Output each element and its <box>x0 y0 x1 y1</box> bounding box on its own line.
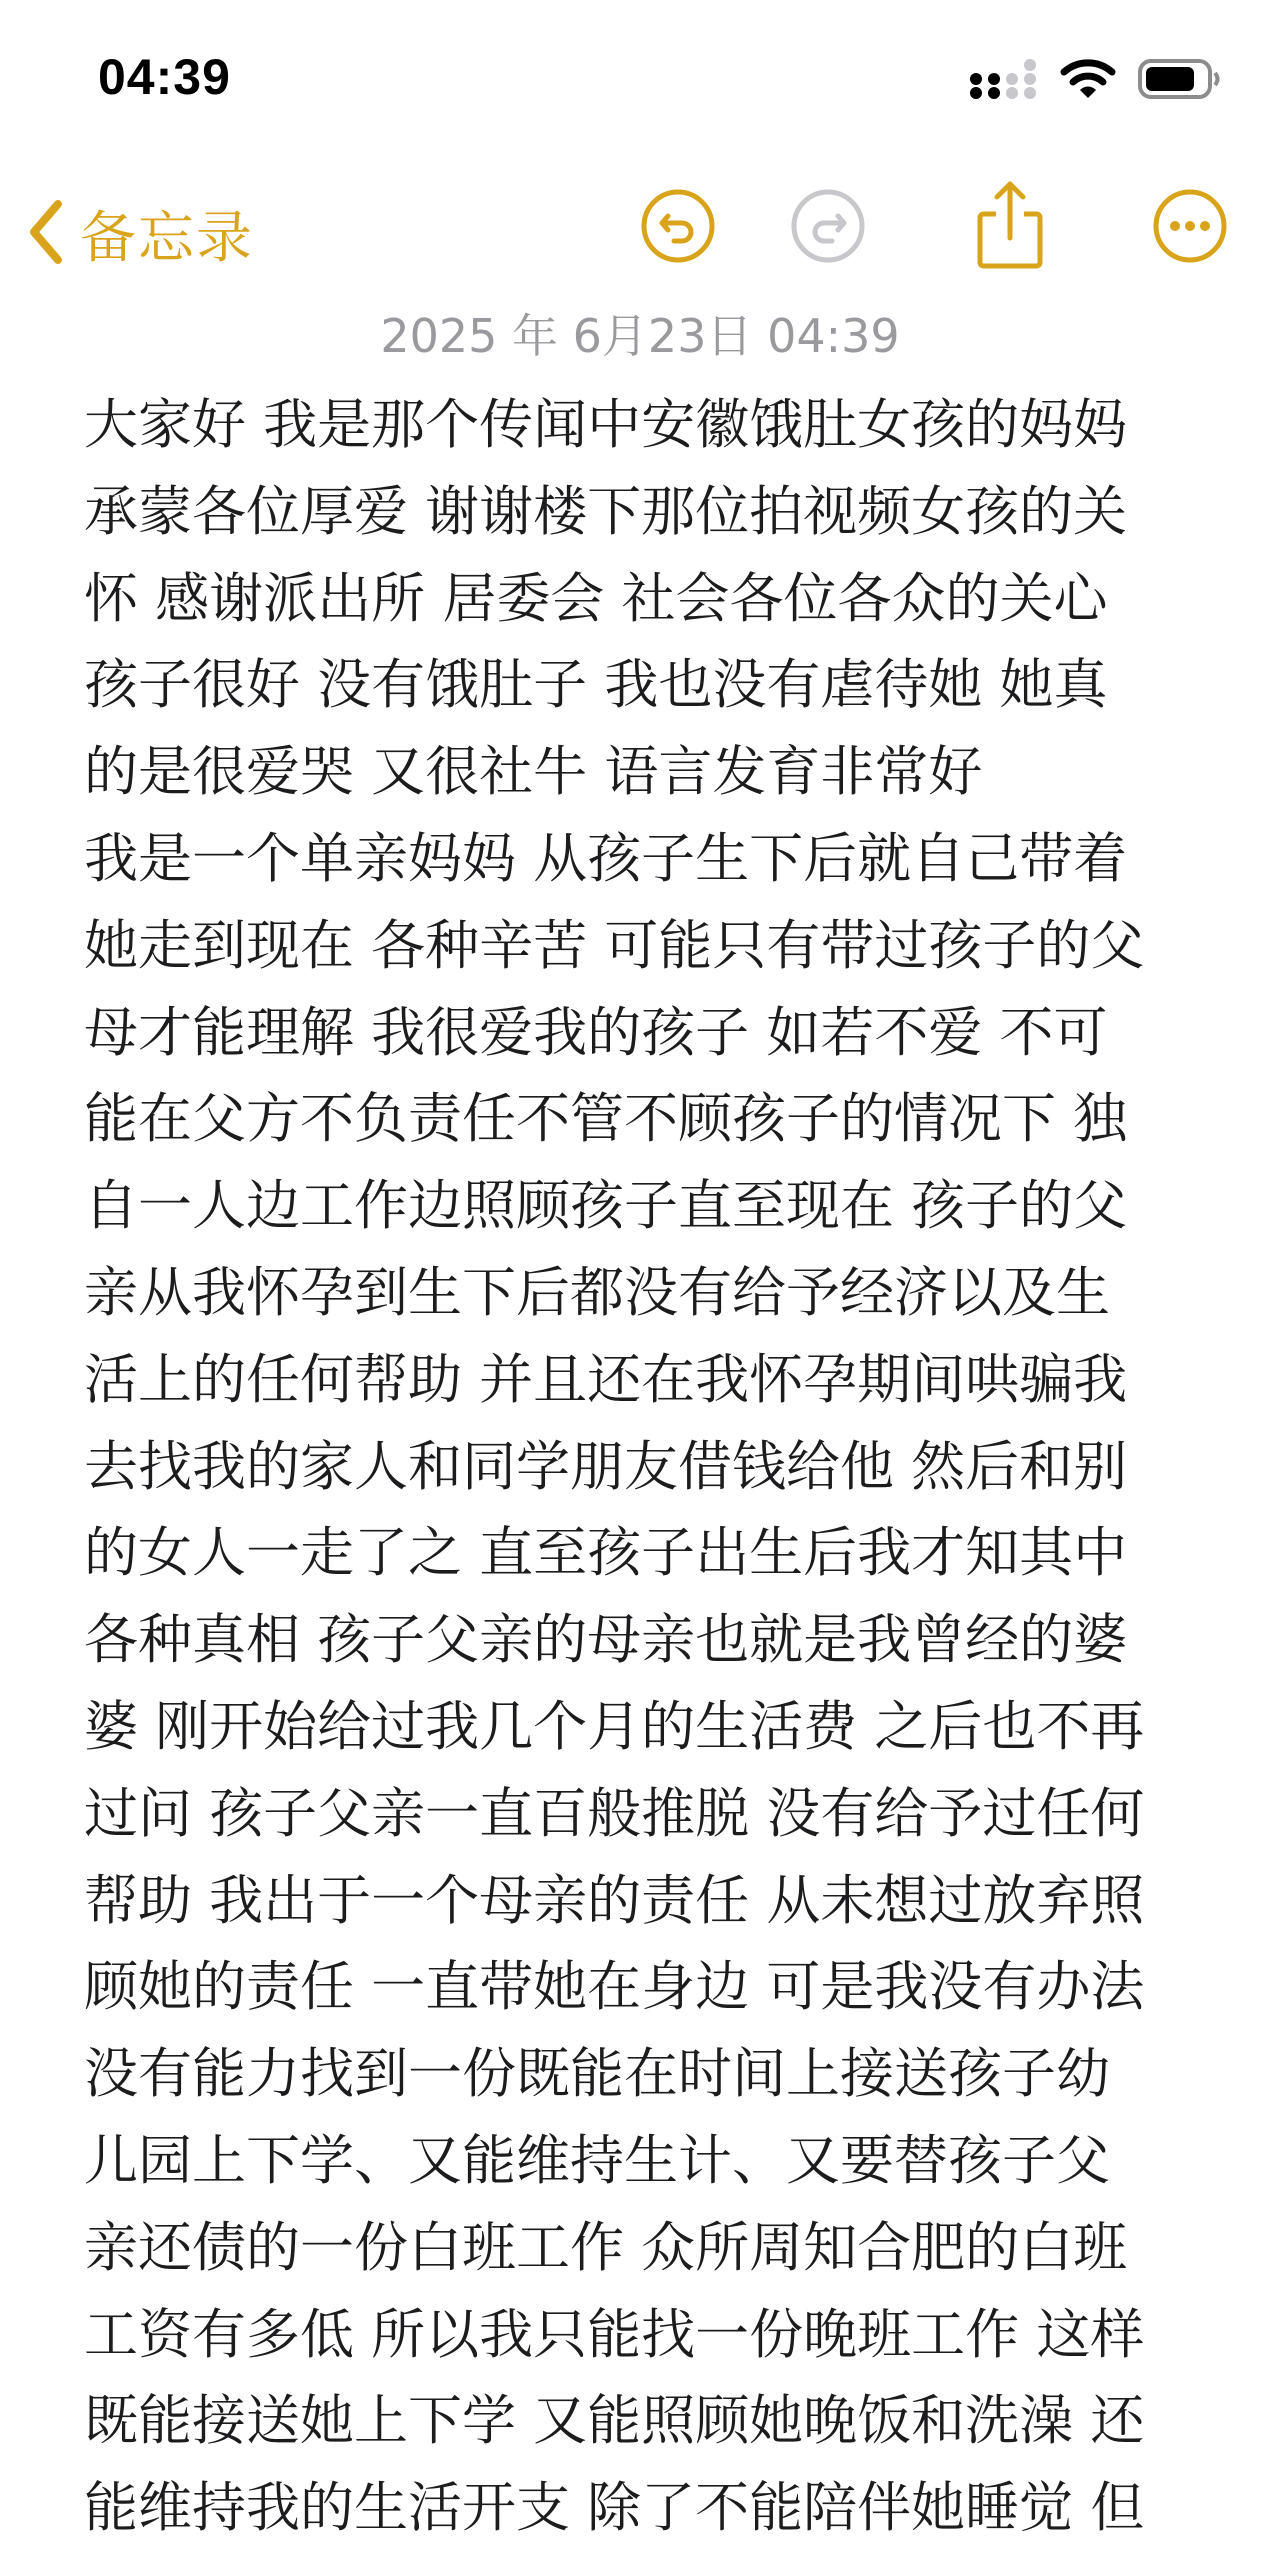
status-icons <box>968 58 1222 104</box>
chevron-left-icon <box>26 198 66 270</box>
note-line: 承蒙各位厚爱 谢谢楼下那位拍视频女孩的关 <box>84 479 1128 543</box>
note-line: 能在父方不负责任不管不顾孩子的情况下 独 <box>84 1087 1128 1151</box>
battery-icon <box>1138 58 1222 104</box>
note-line: 她走到现在 各种辛苦 可能只有带过孩子的父 <box>84 913 1145 977</box>
note-line: 母才能理解 我很爱我的孩子 如若不爱 不可 <box>84 1000 1108 1064</box>
note-line: 的是很爱哭 又很社牛 语言发育非常好 <box>84 740 983 804</box>
note-line: 过问 孩子父亲一直百般推脱 没有给予过任何 <box>84 1781 1145 1845</box>
note-line: 亲还债的一份白班工作 众所周知合肥的白班 <box>84 2215 1128 2279</box>
status-bar <box>0 0 1280 160</box>
undo-icon <box>638 251 718 270</box>
redo-icon <box>788 251 868 270</box>
status-time: 04:39 <box>98 49 231 105</box>
share-icon <box>970 257 1050 276</box>
note-body[interactable] <box>84 382 1224 2552</box>
wifi-icon <box>1060 58 1116 104</box>
note-line: 婆 刚开始给过我几个月的生活费 之后也不再 <box>84 1694 1145 1758</box>
note-line: 自一人边工作边照顾孩子直至现在 孩子的父 <box>84 1174 1128 1238</box>
redo-button[interactable] <box>788 186 868 266</box>
more-button[interactable] <box>1150 186 1230 266</box>
note-line: 大家好 我是那个传闻中安徽饿肚女孩的妈妈 <box>84 393 1128 456</box>
note-line: 既能接送她上下学 又能照顾她晚饭和洗澡 还 <box>84 2389 1145 2453</box>
note-line: 儿园上下学、又能维持生计、又要替孩子父 <box>84 2128 1110 2192</box>
note-line: 去找我的家人和同学朋友借钱给他 然后和别 <box>84 1434 1128 1498</box>
more-icon <box>1150 251 1230 270</box>
signal-icon <box>968 59 1038 103</box>
note-line: 活上的任何帮助 并且还在我怀孕期间哄骗我 <box>84 1347 1128 1411</box>
note-line: 没有能力找到一份既能在时间上接送孩子幼 <box>84 2042 1110 2106</box>
note-line: 顾她的责任 一直带她在身边 可是我没有办法 <box>84 1955 1145 2019</box>
note-line: 各种真相 孩子父亲的母亲也就是我曾经的婆 <box>84 1608 1128 1672</box>
back-label: 备忘录 <box>80 206 254 271</box>
nav-bar <box>0 170 1280 290</box>
note-line: 孩子很好 没有饿肚子 我也没有虐待她 她真 <box>84 653 1108 717</box>
note-line: 能维持我的生活开支 除了不能陪伴她睡觉 但 <box>84 2476 1145 2540</box>
note-line: 工资有多低 所以我只能找一份晚班工作 这样 <box>84 2302 1145 2366</box>
note-line: 帮助 我出于一个母亲的责任 从未想过放弃照 <box>84 1868 1145 1932</box>
note-line: 怀 感谢派出所 居委会 社会各位各众的关心 <box>84 566 1108 630</box>
note-line: 亲从我怀孕到生下后都没有给予经济以及生 <box>84 1260 1110 1324</box>
note-line: 我是一个单亲妈妈 从孩子生下后就自己带着 <box>84 826 1128 890</box>
note-date: 2025 年 6月23日 04:39 <box>380 309 900 363</box>
undo-button[interactable] <box>638 186 718 266</box>
back-button[interactable] <box>26 194 254 274</box>
share-button[interactable] <box>970 176 1050 272</box>
note-line: 的女人一走了之 直至孩子出生后我才知其中 <box>84 1521 1128 1585</box>
